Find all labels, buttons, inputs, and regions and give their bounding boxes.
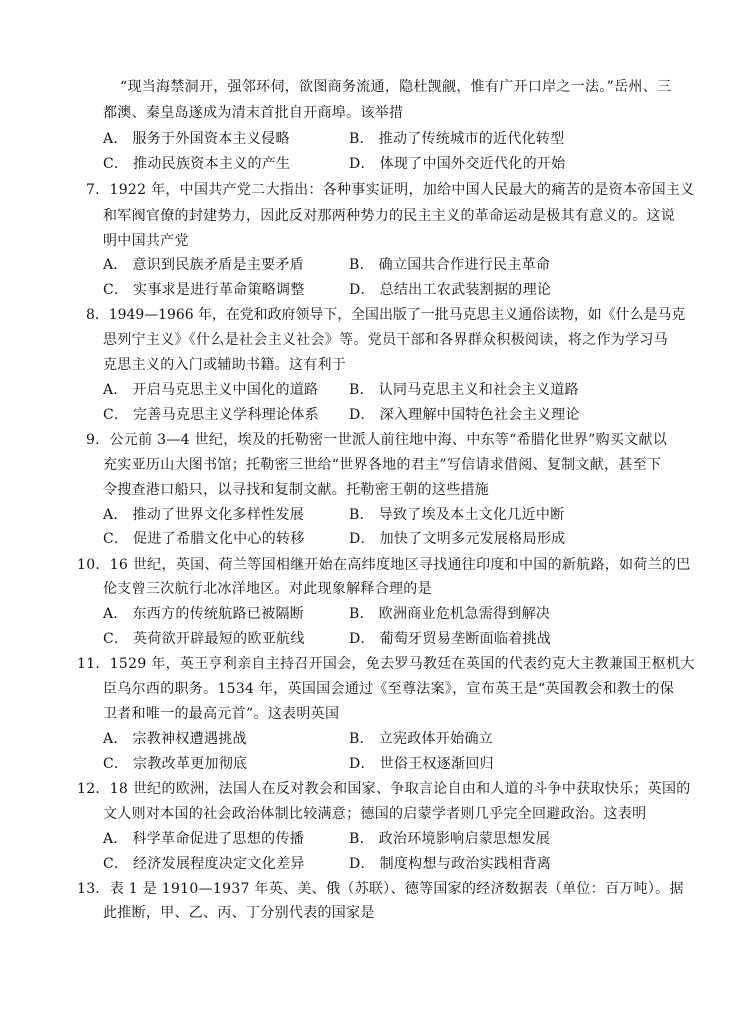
question-text-line: 臣乌尔西的职务。1534 年，英国国会通过《至尊法案》，宣布英王是“英国教会和教士的保 [103, 681, 675, 697]
question-text-line: 此推断，甲、乙、丙、丁分别代表的国家是 [103, 905, 375, 921]
question-text-line: 卫者和唯一的最高元首”。这表明英国 [103, 706, 340, 722]
question-text-line: “现当海禁洞开，强邻环伺，欲图商务流通，隐杜觊觎，惟有广开口岸之一法。”岳州、三 [120, 79, 672, 95]
option-a[interactable]: A． 开启马克思主义中国化的道路 [103, 382, 319, 398]
option-a[interactable]: A． 科学革命促进了思想的传播 [103, 831, 305, 847]
question-text-line: 明中国共产党 [103, 233, 189, 249]
option-c[interactable]: C． 经济发展程度决定文化差异 [103, 856, 305, 872]
option-c[interactable]: C． 完善马克思主义学科理论体系 [103, 407, 319, 423]
question-text-line: 令搜查港口船只，以寻找和复制文献。托勒密王朝的这些措施 [103, 482, 490, 498]
question-text-line: 克思主义的入门或辅助书籍。这有利于 [103, 357, 347, 373]
option-c[interactable]: C． 实事求是进行革命策略调整 [103, 282, 305, 298]
option-c[interactable]: C． 英荷欲开辟最短的欧亚航线 [103, 631, 305, 647]
option-b[interactable]: B． 确立国共合作进行民主革命 [349, 257, 551, 273]
option-c[interactable]: C． 促进了希腊文化中心的转移 [103, 531, 305, 547]
question-text-line: 13．表 1 是 1910—1937 年英、美、俄（苏联）、德等国家的经济数据表（单位：百万吨）。据 [77, 881, 684, 897]
option-d[interactable]: D． 体现了中国外交近代化的开始 [349, 156, 566, 172]
option-b[interactable]: B． 认同马克思主义和社会主义道路 [349, 382, 579, 398]
option-c[interactable]: C． 宗教改革更加彻底 [103, 756, 248, 772]
option-b[interactable]: B． 立宪政体开始确立 [349, 731, 494, 747]
option-d[interactable]: D． 加快了文明多元发展格局形成 [349, 531, 566, 547]
option-d[interactable]: D． 制度构想与政治实践相背离 [349, 856, 552, 872]
question-text-line: 11．1529 年，英王亨利亲自主持召开国会，免去罗马教廷在英国的代表约克大主教兼国王枢机大 [77, 656, 695, 672]
option-d[interactable]: D． 深入理解中国特色社会主义理论 [349, 407, 580, 423]
question-text-line: 8．1949—1966 年，在党和政府领导下，全国出版了一批马克思主义通俗读物，如《什么是马克 [86, 307, 686, 323]
option-c[interactable]: C． 推动民族资本主义的产生 [103, 156, 291, 172]
question-text-line: 和军阀官僚的封建势力，因此反对那两种势力的民主主义的革命运动是极其有意义的。这说 [103, 208, 675, 224]
option-d[interactable]: D． 总结出工农武装割据的理论 [349, 282, 552, 298]
question-text-line: 伦支曾三次航行北冰洋地区。对此现象解释合理的是 [103, 581, 432, 597]
option-d[interactable]: D． 葡萄牙贸易垄断面临着挑战 [349, 631, 552, 647]
question-text-line: 文人则对本国的社会政治体制比较满意；德国的启蒙学者则几乎完全回避政治。这表明 [103, 806, 647, 822]
option-a[interactable]: A． 服务于外国资本主义侵略 [103, 131, 290, 147]
option-b[interactable]: B． 推动了传统城市的近代化转型 [349, 131, 565, 147]
question-text-line: 都澳、秦皇岛遂成为清末首批自开商埠。该举措 [103, 105, 404, 121]
question-text-line: 7．1922 年，中国共产党二大指出：各种事实证明，加给中国人民最大的痛苦的是资本帝国主义 [86, 182, 695, 198]
option-a[interactable]: A． 推动了世界文化多样性发展 [103, 507, 305, 523]
option-d[interactable]: D． 世俗王权逐渐回归 [349, 756, 494, 772]
question-text-line: 10．16 世纪，英国、荷兰等国相继开始在高纬度地区寻找通往印度和中国的新航路，如荷兰的巴 [77, 557, 691, 573]
question-text-line: 充实亚历山大图书馆；托勒密三世给“世界各地的君主”写信请求借阅、复制文献，甚至下 [103, 457, 662, 473]
question-text-line: 12．18 世纪的欧洲，法国人在反对教会和国家、争取言论自由和人道的斗争中获取快乐；英国的 [77, 781, 691, 797]
option-a[interactable]: A． 宗教神权遭遇挑战 [103, 731, 247, 747]
option-a[interactable]: A． 东西方的传统航路已被隔断 [103, 606, 305, 622]
question-text-line: 9．公元前 3—4 世纪，埃及的托勒密一世派人前往地中海、中东等“希腊化世界”购买文献以 [86, 432, 668, 448]
question-text-line: 思列宁主义》《什么是社会主义社会》等。党员干部和各界群众积极阅读，将之作为学习马 [103, 332, 668, 348]
option-b[interactable]: B． 欧洲商业危机急需得到解决 [349, 606, 551, 622]
option-b[interactable]: B． 导致了埃及本土文化几近中断 [349, 507, 565, 523]
option-b[interactable]: B． 政治环境影响启蒙思想发展 [349, 831, 551, 847]
option-a[interactable]: A． 意识到民族矛盾是主要矛盾 [103, 257, 305, 273]
